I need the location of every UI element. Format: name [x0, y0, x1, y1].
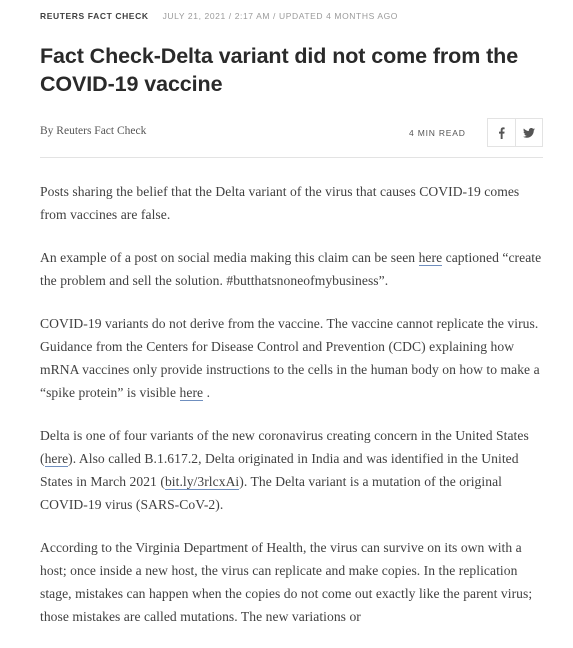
paragraph-4-text-a: Delta is one of four variants of the new coronavirus creating concern in the United States (: [40, 428, 529, 466]
publish-date: JULY 21, 2021 / 2:17 AM / UPDATED 4 MONTHS AGO: [162, 11, 399, 21]
twitter-icon: [523, 128, 535, 138]
paragraph-3-text-b: .: [203, 385, 211, 400]
paragraph-4-text-b: ). Also called B.1.617.2, Delta originated in India and was identified in the United States in March 2021 (: [40, 451, 519, 489]
cdc-guidance-link[interactable]: here: [179, 385, 204, 400]
share-buttons: [487, 118, 543, 147]
facebook-icon: [498, 127, 505, 139]
paragraph-1: Posts sharing the belief that the Delta variant of the virus that causes COVID-19 comes from vaccines are false.: [40, 184, 520, 222]
read-time: 4 MIN READ: [409, 128, 466, 138]
article-headline: Fact Check-Delta variant did not come from the COVID-19 vaccine: [40, 44, 519, 96]
byline: By Reuters Fact Check: [40, 125, 147, 137]
paragraph-4: [40, 424, 543, 516]
bitly-link[interactable]: bit.ly/3rlcxAi: [164, 474, 240, 489]
paragraph-4-text-c: ). The Delta variant is a mutation of the original COVID-19 virus (SARS-CoV-2).: [40, 474, 502, 512]
article-body: [40, 180, 543, 648]
paragraph-2: [40, 246, 543, 292]
article-meta: [40, 11, 398, 21]
share-twitter-button[interactable]: [515, 119, 543, 146]
paragraph-3: [40, 312, 543, 404]
variants-link[interactable]: here: [44, 451, 69, 466]
share-facebook-button[interactable]: [488, 119, 515, 146]
section-kicker-link[interactable]: REUTERS FACT CHECK: [40, 11, 149, 21]
paragraph-2-text-b: captioned “create the problem and sell the solution. #butthatsnoneofmybusiness”.: [40, 250, 542, 288]
paragraph-2-text-a: An example of a post on social media making this claim can be seen: [40, 250, 419, 265]
paragraph-5: According to the Virginia Department of Health, the virus can survive on its own with a host; once inside a new host, the virus can replicate and make copies. In the replication stage, mistakes can happen when the copies do not come out exactly like the parent virus; those mistakes are called mutations. The new variations or: [40, 540, 533, 624]
post-example-link[interactable]: here: [418, 250, 443, 265]
paragraph-3-text-a: COVID-19 variants do not derive from the vaccine. The vaccine cannot replicate the virus. Guidance from the Centers for Disease Control and Prevention (CDC) explaining how mRNA vaccines only provide instructions to the cells in the human body on how to make a “spike protein” is visible: [40, 316, 540, 400]
byline-row: [40, 118, 543, 158]
